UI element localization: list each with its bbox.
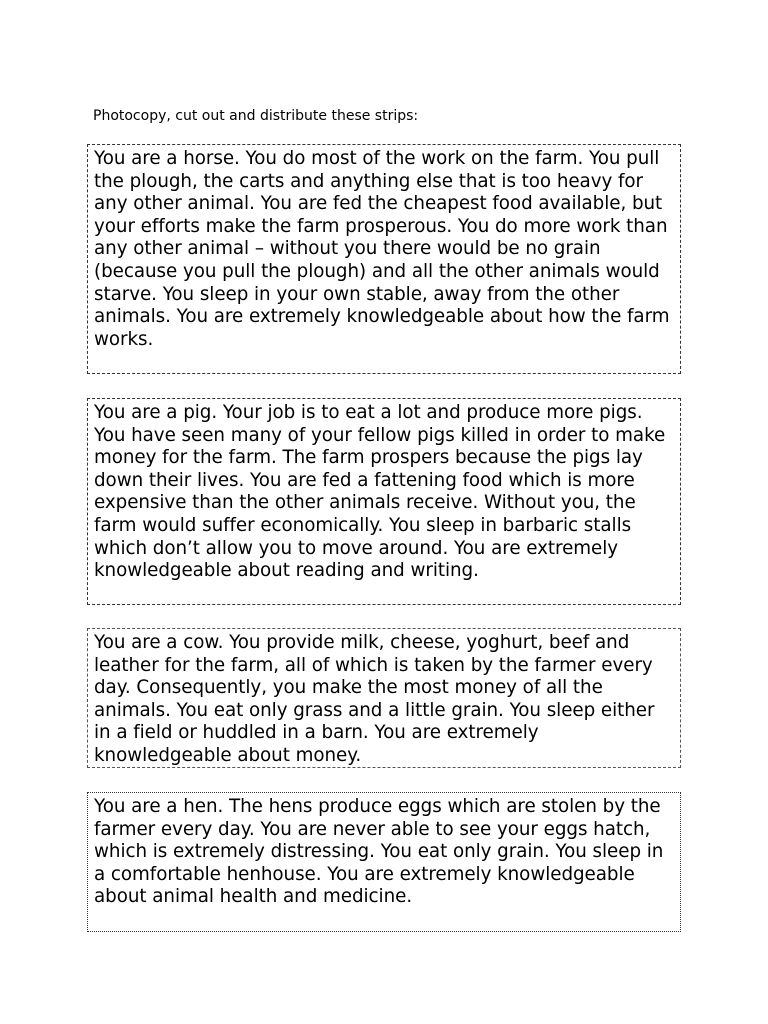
instruction-text: Photocopy, cut out and distribute these strips: xyxy=(93,108,419,124)
strip-pig xyxy=(87,398,681,605)
strip-horse-text: You are a horse. You do most of the work on the farm. You pull the plough, the carts and anything else that is too heavy for any other animal. You are fed the cheapest food available, but your efforts make the farm prosperous. You do more work than any other animal – without you there would be no grain (because you pull the plough) and all the other animals would starve. You sleep in your own stable, away from the other animals. You are extremely knowledgeable about how the farm works. xyxy=(94,148,670,350)
strip-hen xyxy=(87,792,681,932)
strip-cow-text: You are a cow. You provide milk, cheese, yoghurt, beef and leather for the farm, all of which is taken by the farmer every day. Consequently, you make the most money of all the animals. You eat only grass and a little grain. You sleep either in a field or huddled in a barn. You are extremely knowledgeable about money. xyxy=(94,632,655,766)
strip-hen-text: You are a hen. The hens produce eggs which are stolen by the farmer every day. You are never able to see your eggs hatch, which is extremely distressing. You eat only grain. You sleep in a comfortable henhouse. You are extremely knowledgeable about animal health and medicine. xyxy=(94,796,664,908)
strip-horse xyxy=(87,144,681,374)
strip-cow xyxy=(87,628,681,768)
strip-pig-text: You are a pig. Your job is to eat a lot and produce more pigs. You have seen many of your fellow pigs killed in order to make money for the farm. The farm prospers because the pigs lay down their lives. You are fed a fattening food which is more expensive than the other animals receive. Without you, the farm would suffer economically. You sleep in barbaric stalls which don’t allow you to move around. You are extremely knowledgeable about reading and writing. xyxy=(94,402,666,582)
